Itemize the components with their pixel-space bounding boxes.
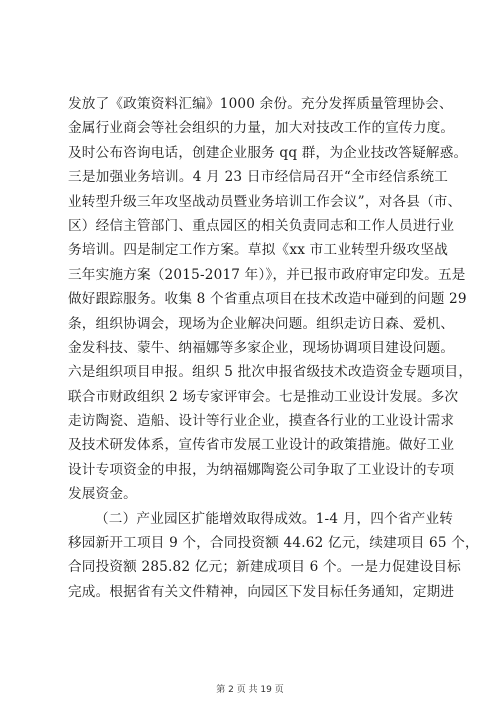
- text-line: 及技术研发体系，宣传省市发展工业设计的政策措施。做好工业: [68, 437, 455, 454]
- page-footer: [0, 682, 500, 695]
- text-line: 三是加强业务培训。4 月 23 日市经信局召开“全市经信系统工: [68, 169, 448, 186]
- text-line: 发展资金。: [68, 486, 137, 503]
- text-line: 金发科技、蒙牛、纳福娜等多家企业，现场协调项目建设问题。: [68, 339, 455, 356]
- text-line: 区）经信主管部门、重点园区的相关负责同志和工作人员进行业: [68, 217, 455, 234]
- body-text: [68, 92, 479, 604]
- text-line: 及时公布咨询电话，创建企业服务 qq 群，为企业技改答疑解惑。: [68, 144, 468, 161]
- text-line: 务培训。四是制定工作方案。草拟《xx 市工业转型升级攻坚战: [68, 242, 448, 259]
- text-line: 金属行业商会等社会组织的力量，加大对技改工作的宣传力度。: [68, 120, 455, 137]
- text-line: 移园新开工项目 9 个，合同投资额 44.62 亿元，续建项目 65 个，: [68, 535, 479, 552]
- text-line: 走访陶瓷、造船、设计等行业企业，摸查各行业的工业设计需求: [68, 413, 455, 430]
- text-line: 条，组织协调会，现场为企业解决问题。组织走访日森、爱机、: [68, 315, 455, 332]
- page-number-label: 第 2 页 共 19 页: [216, 685, 284, 695]
- text-line: 发放了《政策资料汇编》1000 余份。充分发挥质量管理协会、: [68, 96, 453, 112]
- text-line: 联合市财政组织 2 场专家评审会。七是推动工业设计发展。多次: [68, 388, 459, 405]
- text-line: 业转型升级三年攻坚战动员暨业务培训工作会议”，对各县（市、: [68, 193, 462, 210]
- text-line: 设计专项资金的申报，为纳福娜陶瓷公司争取了工业设计的专项: [68, 461, 455, 478]
- text-line: 合同投资额 285.82 亿元；新建成项目 6 个。一是力促建设目标: [68, 559, 461, 576]
- text-line: 做好跟踪服务。收集 8 个省重点项目在技术改造中碰到的问题 29: [68, 291, 467, 308]
- text-line: 完成。根据省有关文件精神，向园区下发目标任务通知，定期进: [68, 583, 455, 600]
- text-line: 三年实施方案（2015-2017 年）》，并已报市政府审定印发。五是: [68, 266, 466, 283]
- section-heading-line: （二）产业园区扩能增效取得成效。1-4 月，四个省产业转: [95, 510, 454, 527]
- text-line: 六是组织项目申报。组织 5 批次申报省级技术改造资金专题项目，: [68, 364, 473, 381]
